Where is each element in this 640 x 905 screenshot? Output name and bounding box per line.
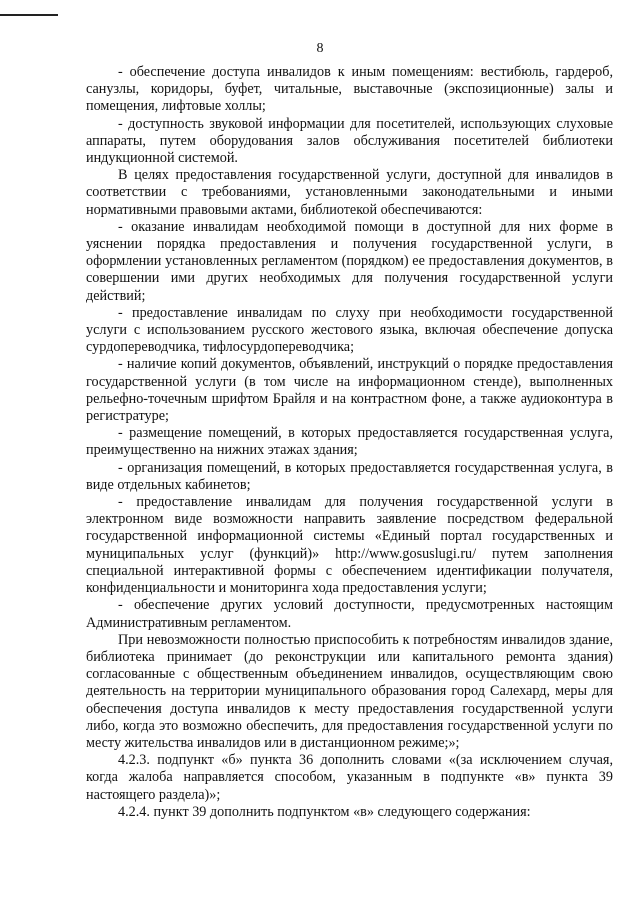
paragraph-building-adaptation: При невозможности полностью приспособить к потребностям инвалидов здание, библиотека принимает (до реконструкции или капитального ремонта здания) согласованные с общественным объединением инвалидов, осуществляющим свою деятельность на территории муниципального образования город Салехард, меры для обеспечения доступа инвалидов к месту предоставления государственной услуги либо, когда это возможно обеспечить, для предоставления государственной услуги по месту жительства инвалидов или в дистанционном режиме;»;	[86, 631, 613, 751]
paragraph-4-2-3: 4.2.3. подпункт «б» пункта 36 дополнить словами «(за исключением случая, когда жалоба направляется способом, указанным в подпункте «в» пункта 39 настоящего раздела)»;	[86, 752, 613, 803]
paragraph-accessibility-intro: В целях предоставления государственной услуги, доступной для инвалидов в соответствии с требованиями, установленными законодательными и иными нормативными правовыми актами, библиотекой обеспечиваются:	[86, 167, 613, 218]
page-number: 8	[316, 41, 324, 56]
paragraph-lower-floors: - размещение помещений, в которых предоставляется государственная услуга, преимущественно на нижних этажах здания;	[86, 425, 613, 459]
paragraph-4-2-4: 4.2.4. пункт 39 дополнить подпунктом «в» следующего содержания:	[118, 803, 531, 820]
paragraph-separate-rooms: - организация помещений, в которых предоставляется государственная услуга, в виде отдельных кабинетов;	[86, 459, 613, 493]
paragraph-electronic-form: - предоставление инвалидам для получения государственной услуги в электронном виде возможности направить заявление посредством федеральной государственной информационной системы «Единый портал государственных и муниципальных услуг (функций)» http://www.gosuslugi.ru/ путем заполнения специальной интерактивной формы с обеспечением идентификации получателя, конфиденциальности и мониторинга хода предоставления услуги;	[86, 494, 613, 597]
paragraph-premises-access: - обеспечение доступа инвалидов к иным помещениям: вестибюль, гардероб, санузлы, коридоры, буфет, читальные, выставочные (экспозиционные) залы и помещения, лифтовые холлы;	[86, 64, 613, 115]
paragraph-other-conditions: - обеспечение других условий доступности, предусмотренных настоящим Административным регламентом.	[86, 597, 613, 631]
paragraph-braille: - наличие копий документов, объявлений, инструкций о порядке предоставления государственной услуги (в том числе на информационном стенде), выполненных рельефно-точечным шрифтом Брайля и на контрастном фоне, а также аудиоконтура в регистратуре;	[86, 356, 613, 425]
paragraph-sound-info: - доступность звуковой информации для посетителей, использующих слуховые аппараты, путем оборудования залов обслуживания посетителей библиотеки индукционной системой.	[86, 115, 613, 167]
scan-edge-mark	[0, 0, 58, 16]
paragraph-sign-language: - предоставление инвалидам по слуху при необходимости государственной услуги с использованием русского жестового языка, включая обеспечение допуска сурдопереводчика, тифлосурдопереводчика;	[86, 304, 613, 356]
document-body	[86, 64, 613, 821]
paragraph-assistance: - оказание инвалидам необходимой помощи в доступной для них форме в уяснении порядка предоставления и получения государственной услуги, в оформлении установленных регламентом (порядком) ее предоставления документов, в совершении ими других необходимых для получения государственной услуги действий;	[86, 218, 613, 304]
